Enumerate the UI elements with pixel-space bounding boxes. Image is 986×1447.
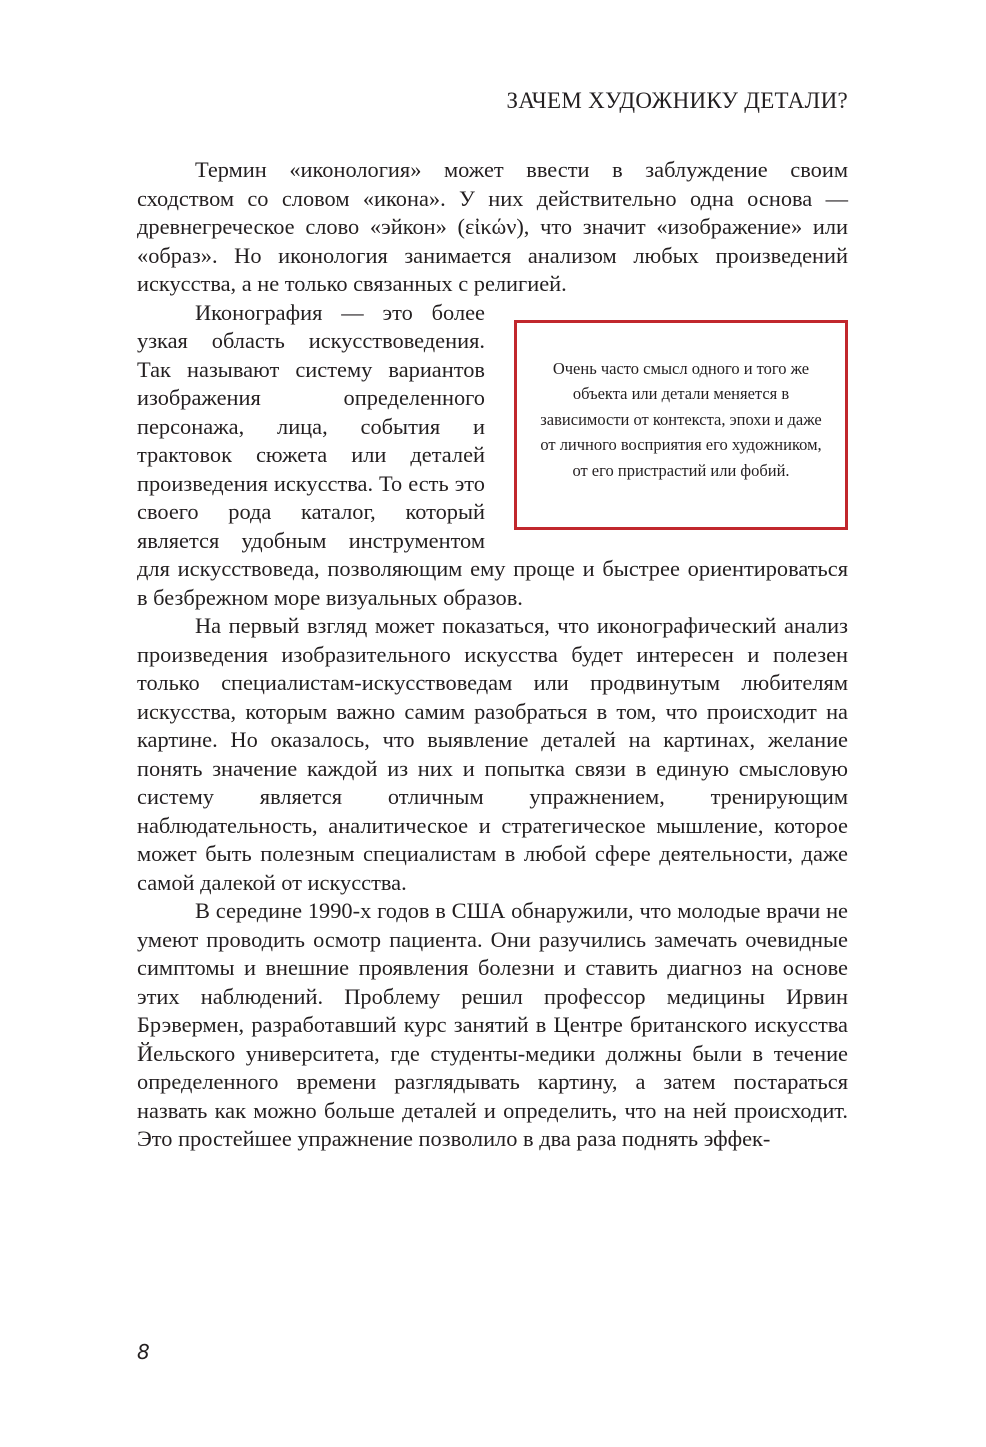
- paragraph-4: [137, 897, 848, 1154]
- paragraph-3-text: На первый взгляд может показаться, что иконографический анализ произведения изобразительного искусства будет интересен и полезен только специалистам-искусствоведам или продвинутым любителям искусства, которым важно самим разобраться в том, что происходит на картине. Но оказалось, что выявление деталей на картинах, желание понять значение каждой из них и попытка связи в единую смысловую систему является отличным упражнением, тренирующим наблюдательность, аналитическое и стратегическое мышление, которое может быть полезным специалистам в любой сфере деятельности, даже самой далекой от искусства.: [137, 613, 848, 895]
- paragraph-3: [137, 612, 848, 897]
- paragraph-1-text: Термин «иконология» может ввести в заблуждение своим сходством со словом «икона». У них действительно одна основа — древнегреческое слово «эйкон» (εἰκών), что значит «изображение» или «образ». Но иконология занимается анализом любых произведений искусства, а не только связанных с религией.: [137, 157, 848, 296]
- callout-text: Очень часто смысл одного и того же объекта или детали меняется в зависимости от контекста, эпохи и даже от личного восприятия его художником, от его пристрастий или фобий.: [540, 358, 822, 480]
- body-text: [137, 156, 848, 1154]
- running-head: ЗАЧЕМ ХУДОЖНИКУ ДЕТАЛИ?: [506, 88, 848, 113]
- page-number: 8: [137, 1340, 150, 1364]
- paragraph-4-text: В середине 1990-х годов в США обнаружили, что молодые врачи не умеют проводить осмотр пациента. Они разучились замечать очевидные симптомы и внешние проявления болезни и ставить диагноз на основе этих наблюдений. Проблему решил профессор медицины Ирвин Брэвермен, разработавший курс занятий в Центре британского искусства Йельского университета, где студенты-медики должны были в течение определенного времени разглядывать картину, а затем постараться назвать как можно больше деталей и определить, что на ней происходит. Это простейшее упражнение позволило в два раза поднять эффек-: [137, 898, 848, 1151]
- paragraph-2-text: Иконография — это более узкая область искусствоведения. Так называют систему вариантов изображения определенного персонажа, лица, события и трактовок сюжета или деталей произведения искусства. То есть это своего рода каталог, который является удобным инструментом для искусствоведа, позволяющим ему проще и быстрее ориентироваться в безбрежном море визуальных образов.: [137, 299, 848, 610]
- paragraph-1: [137, 156, 848, 299]
- callout-box: [514, 320, 848, 530]
